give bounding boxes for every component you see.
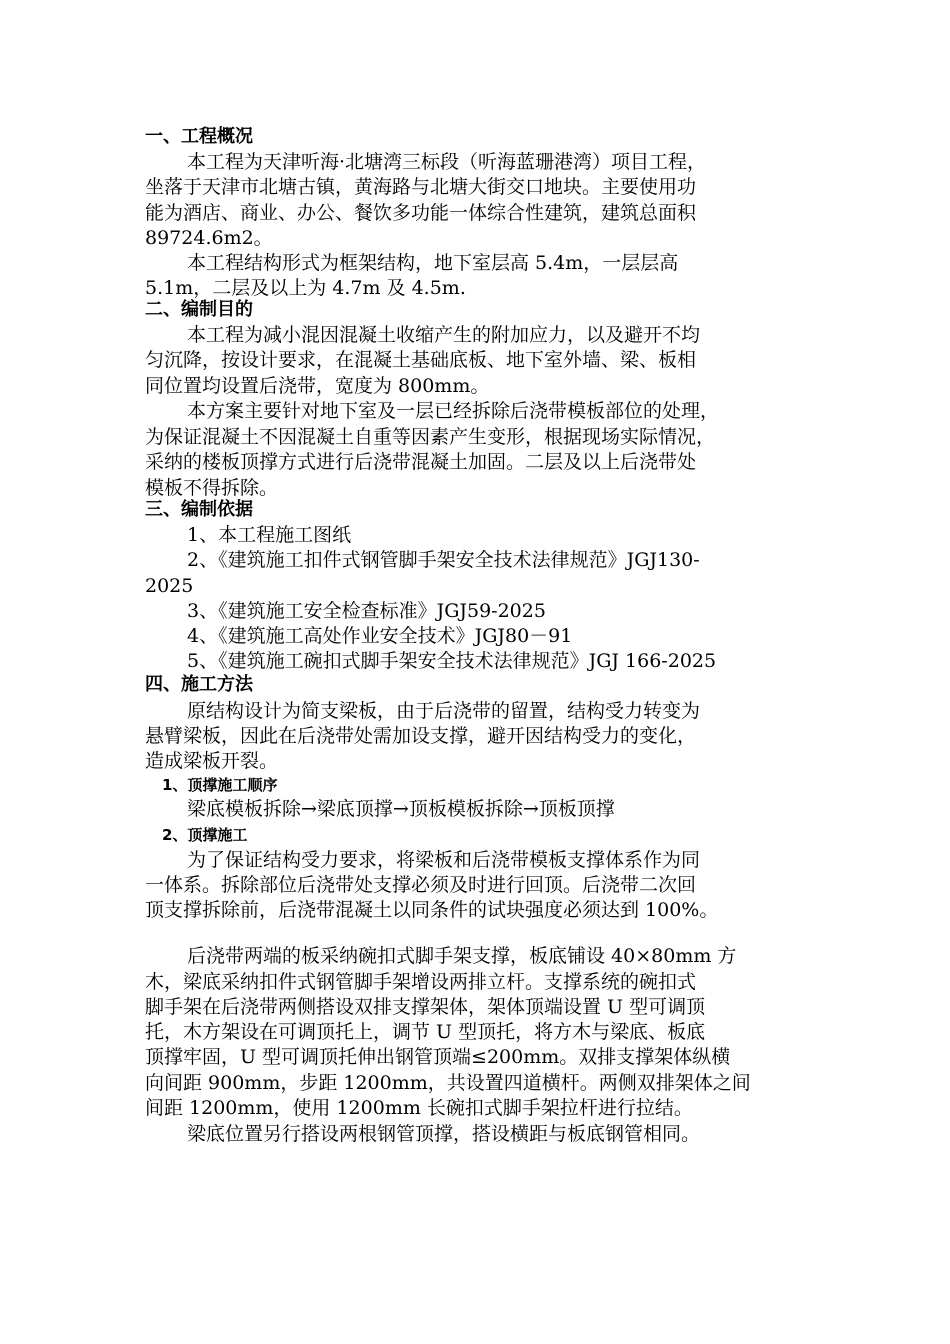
paragraph-line: 89724.6m2。 — [145, 227, 273, 249]
paragraph-line: 顶撑牢固，U 型可调顶托伸出钢管顶端≤200mm。双排支撑架体纵横 — [145, 1046, 731, 1068]
subsection-heading-support: 2、顶撑施工 — [162, 826, 248, 844]
paragraph-line: 本工程结构形式为框架结构，地下室层高 5.4m，一层层高 — [187, 252, 679, 274]
paragraph-line: 悬臂梁板，因此在后浇带处需加设支撑，避开因结构受力的变化， — [145, 725, 697, 747]
section-heading-purpose: 二、编制目的 — [145, 299, 253, 320]
paragraph-line: 造成梁板开裂。 — [145, 750, 279, 772]
paragraph-line: 本工程为减小混因混凝土收缩产生的附加应力，以及避开不均 — [187, 324, 701, 346]
paragraph-line: 为了保证结构受力要求，将梁板和后浇带模板支撑体系作为同 — [187, 849, 701, 871]
paragraph-line: 模板不得拆除。 — [145, 477, 279, 499]
paragraph-line: 向间距 900mm，步距 1200mm，共设置四道横杆。两侧双排架体之间 — [145, 1072, 751, 1094]
paragraph-line: 能为酒店、商业、办公、餐饮多功能一体综合性建筑，建筑总面积 — [145, 202, 697, 224]
paragraph-line: 脚手架在后浇带两侧搭设双排支撑架体，架体顶端设置 U 型可调顶 — [145, 996, 706, 1018]
paragraph-line: 托，木方架设在可调顶托上，调节 U 型顶托，将方木与梁底、板底 — [145, 1021, 706, 1043]
paragraph-line: 采纳的楼板顶撑方式进行后浇带混凝土加固。二层及以上后浇带处 — [145, 451, 697, 473]
paragraph-line: 木，梁底采纳扣件式钢管脚手架增设两排立杆。支撑系统的碗扣式 — [145, 971, 697, 993]
paragraph-line: 坐落于天津市北塘古镇，黄海路与北塘大街交口地块。主要使用功 — [145, 176, 697, 198]
section-heading-basis: 三、编制依据 — [145, 499, 253, 520]
reference-item: 3、《建筑施工安全检查标准》JGJ59-2025 — [187, 600, 546, 622]
reference-item: 4、《建筑施工高处作业安全技术》JGJ80－91 — [187, 625, 573, 647]
paragraph-line: 原结构设计为简支梁板，由于后浇带的留置，结构受力转变为 — [187, 700, 701, 722]
paragraph-line: 同位置均设置后浇带，宽度为 800mm。 — [145, 375, 490, 397]
paragraph-line: 为保证混凝土不因混凝土自重等因素产生变形，根据现场实际情况， — [145, 426, 716, 448]
paragraph-line: 本方案主要针对地下室及一层已经拆除后浇带模板部位的处理， — [187, 400, 720, 422]
paragraph-line: 匀沉降，按设计要求，在混凝土基础底板、地下室外墙、梁、板相 — [145, 349, 697, 371]
paragraph-line: 梁底位置另行搭设两根钢管顶撑，搭设横距与板底钢管相同。 — [187, 1123, 701, 1145]
subsection-heading-sequence: 1、顶撑施工顺序 — [162, 776, 278, 794]
sequence-line: 梁底模板拆除→梁底顶撑→顶板模板拆除→顶板顶撑 — [187, 798, 615, 820]
paragraph-line: 后浇带两端的板采纳碗扣式脚手架支撑，板底铺设 40×80mm 方 — [187, 945, 737, 967]
paragraph-line: 本工程为天津听海·北塘湾三标段（听海蓝珊港湾）项目工程， — [187, 151, 707, 173]
paragraph-line: 间距 1200mm，使用 1200mm 长碗扣式脚手架拉杆进行拉结。 — [145, 1097, 693, 1119]
paragraph-line: 顶支撑拆除前，后浇带混凝土以同条件的试块强度必须达到 100%。 — [145, 899, 719, 921]
reference-item: 2、《建筑施工扣件式钢管脚手架安全技术法律规范》JGJ130- — [187, 549, 700, 571]
reference-item: 2025 — [145, 575, 194, 597]
paragraph-line: 5.1m，二层及以上为 4.7m 及 4.5m. — [145, 277, 466, 299]
section-heading-method: 四、施工方法 — [145, 674, 253, 695]
paragraph-line: 一体系。拆除部位后浇带处支撑必须及时进行回顶。后浇带二次回 — [145, 874, 697, 896]
section-heading-overview: 一、工程概况 — [145, 126, 253, 147]
reference-item: 1、本工程施工图纸 — [187, 524, 352, 546]
reference-item: 5、《建筑施工碗扣式脚手架安全技术法律规范》JGJ 166-2025 — [187, 650, 717, 672]
